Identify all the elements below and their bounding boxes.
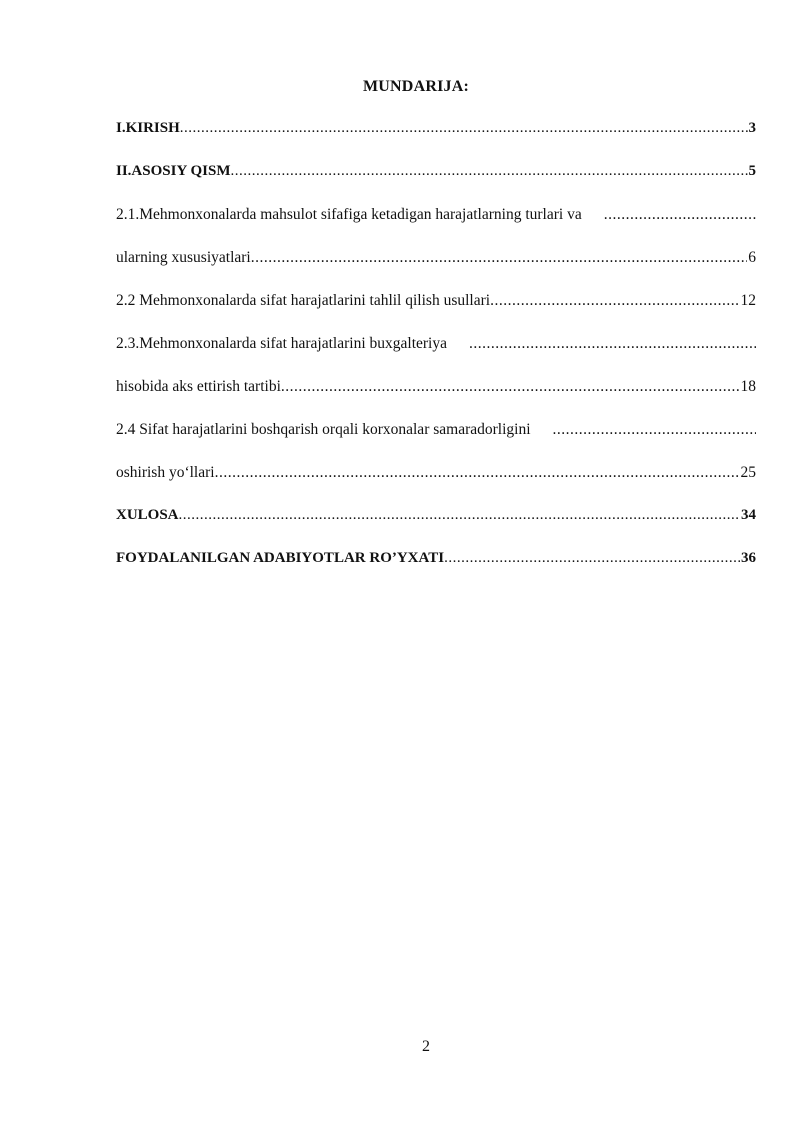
toc-leader-dots bbox=[553, 421, 756, 439]
toc-leader-dots bbox=[490, 292, 739, 310]
toc-entry-page: 12 bbox=[740, 292, 756, 309]
table-of-contents bbox=[116, 120, 756, 593]
toc-entry-page: 6 bbox=[748, 249, 756, 266]
toc-entry-text: oshirish yo‘llari bbox=[116, 464, 215, 481]
toc-entry-asosiy-qism[interactable] bbox=[116, 163, 756, 184]
toc-entry-text: XULOSA bbox=[116, 507, 179, 523]
toc-entry-text: 2.1.Mehmonxonalarda mahsulot sifafiga ketadigan harajatlarning turlari va bbox=[116, 206, 582, 223]
toc-entry-text: II.ASOSIY QISM bbox=[116, 163, 231, 179]
toc-entry-page: 34 bbox=[741, 507, 756, 523]
toc-entry-2-2[interactable] bbox=[116, 292, 756, 313]
toc-entry-page: 18 bbox=[740, 378, 756, 395]
toc-entry-2-3-line-1[interactable] bbox=[116, 335, 756, 356]
toc-entry-2-1-line-1[interactable] bbox=[116, 206, 756, 227]
toc-leader-dots bbox=[444, 550, 740, 567]
toc-entry-text: ularning xususiyatlari bbox=[116, 249, 251, 266]
toc-entry-page: 5 bbox=[748, 163, 756, 179]
toc-leader-dots bbox=[230, 163, 747, 180]
toc-entry-kirish[interactable] bbox=[116, 120, 756, 141]
toc-leader-dots bbox=[604, 206, 756, 224]
toc-entry-page: 36 bbox=[741, 550, 756, 566]
toc-leader-dots bbox=[469, 335, 756, 353]
page-number: 2 bbox=[422, 1038, 430, 1055]
toc-entry-xulosa[interactable] bbox=[116, 507, 756, 528]
toc-entry-text: 2.3.Mehmonxonalarda sifat harajatlarini buxgalteriya bbox=[116, 335, 447, 352]
toc-leader-dots bbox=[180, 120, 748, 137]
toc-leader-dots bbox=[251, 249, 748, 267]
toc-leader-dots bbox=[179, 507, 740, 524]
toc-entry-2-1-line-2[interactable] bbox=[116, 249, 756, 270]
toc-entry-page: 25 bbox=[740, 464, 756, 481]
toc-entry-text: 2.4 Sifat harajatlarini boshqarish orqali korxonalar samaradorligini bbox=[116, 421, 531, 438]
toc-entry-adabiyotlar[interactable] bbox=[116, 550, 756, 571]
toc-entry-text: I.KIRISH bbox=[116, 120, 180, 136]
toc-entry-2-3-line-2[interactable] bbox=[116, 378, 756, 399]
toc-title: MUNDARIJA: bbox=[363, 78, 469, 95]
toc-entry-text: 2.2 Mehmonxonalarda sifat harajatlarini tahlil qilish usullari bbox=[116, 292, 491, 309]
toc-entry-page: 3 bbox=[748, 120, 756, 136]
toc-leader-dots bbox=[215, 464, 740, 482]
toc-leader-dots bbox=[281, 378, 740, 396]
toc-entry-2-4-line-1[interactable] bbox=[116, 421, 756, 442]
toc-entry-text: FOYDALANILGAN ADABIYOTLAR RO’YXATI bbox=[116, 550, 445, 566]
toc-entry-text: hisobida aks ettirish tartibi bbox=[116, 378, 281, 395]
toc-entry-2-4-line-2[interactable] bbox=[116, 464, 756, 485]
